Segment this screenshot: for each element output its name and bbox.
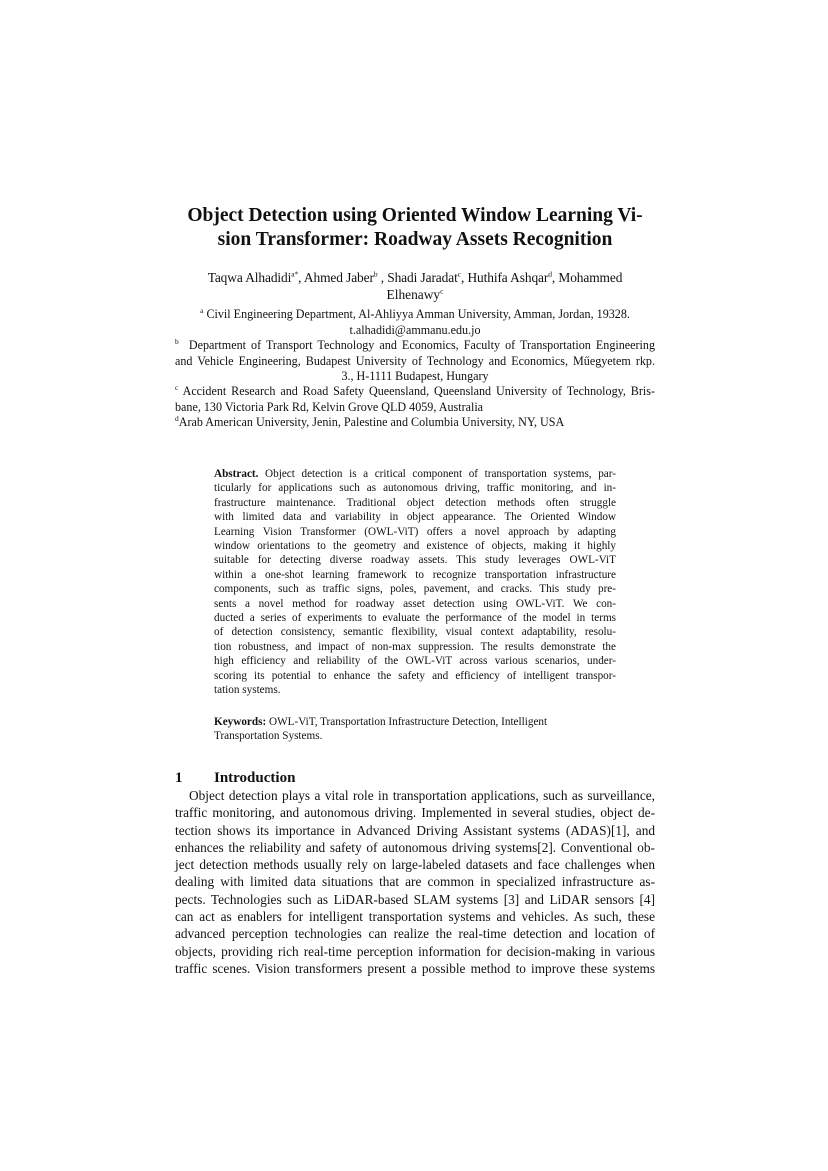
section-number: 1	[175, 770, 183, 786]
author-line	[175, 286, 655, 303]
abstract-line: tation systems.	[214, 684, 281, 697]
abstract-line: of detection consistency, semantic flexibility, visual context adaptability, resolu-	[214, 626, 616, 639]
body-line: enhances the reliability and safety of autonomous driving systems[2]. Conventional ob-	[175, 839, 655, 855]
author-name: , Shadi Jaradat	[377, 270, 458, 285]
affiliation-b	[175, 338, 655, 385]
affiliation-mark: a	[200, 305, 204, 315]
author-affiliation-mark: c	[440, 286, 444, 296]
author-name: Elhenawy	[386, 287, 441, 302]
author-affiliation-mark: c	[457, 269, 461, 279]
affiliation-line	[175, 338, 655, 354]
author-affiliation-mark: b	[373, 269, 378, 279]
title-line: Object Detection using Oriented Window Learning Vi-	[187, 205, 643, 226]
affiliation-text: Department of Transport Technology and Economics, Faculty of Transportation Engineering	[188, 338, 655, 352]
author-line	[175, 269, 655, 286]
affiliation-line: bane, 130 Victoria Park Rd, Kelvin Grove QLD 4059, Australia	[175, 399, 484, 414]
affiliation-mark: b	[175, 336, 179, 346]
affiliation-text: Accident Research and Road Safety Queensland, Queensland University of Technology, Bris-	[178, 384, 655, 398]
section-body	[175, 787, 655, 977]
author-list	[175, 269, 655, 303]
affiliation-text: Civil Engineering Department, Al-Ahliyya Amman University, Amman, Jordan, 19328.	[203, 307, 630, 321]
affiliation-text: Arab American University, Jenin, Palestine and Columbia University, NY, USA	[178, 415, 565, 429]
abstract-line: within a one-shot learning framework to recognize transportation infrastructure	[214, 568, 616, 581]
affiliation-line	[175, 384, 655, 400]
title-line: sion Transformer: Roadway Assets Recognition	[217, 228, 613, 250]
body-line: Object detection plays a vital role in transportation applications, such as surveillance,	[189, 788, 655, 803]
abstract-line: ducted a series of experiments to evaluate the performance of the model in terms	[214, 612, 616, 625]
body-line: traffic monitoring, and autonomous driving. Implemented in several studies, object de-	[175, 805, 655, 821]
keywords-line: Transportation Systems.	[214, 730, 323, 743]
body-line: advanced perception technologies can realize the real-time detection and location of	[175, 926, 655, 942]
abstract	[214, 467, 616, 698]
body-line: pects. Technologies such as LiDAR-based SLAM systems [3] and LiDAR sensors [4]	[175, 891, 655, 907]
body-line: traffic scenes. Vision transformers present a possible method to improve these systems	[175, 960, 655, 976]
section-heading	[175, 769, 295, 788]
body-line: ject detection methods usually rely on large-labeled datasets and face challenges when	[175, 857, 655, 873]
keywords-line	[214, 715, 616, 729]
affiliation-a	[175, 307, 655, 338]
keywords	[214, 715, 616, 744]
abstract-line: suitable for detecting diverse roadway assets. This study leverages OWL-ViT	[214, 554, 616, 567]
paper-title	[175, 204, 655, 251]
affiliation-mark: c	[175, 382, 179, 392]
author-email: t.alhadidi@ammanu.edu.jo	[349, 322, 481, 337]
abstract-line	[214, 467, 616, 481]
affiliation-line: and Vehicle Engineering, Budapest University of Technology and Economics, Műegyetem rkp.	[175, 353, 655, 368]
abstract-line: Learning Vision Transformer (OWL-ViT) offers a novel approach by adapting	[214, 525, 616, 538]
keywords-label: Keywords:	[214, 716, 267, 728]
abstract-line: with limited data and variability in object appearance. The Oriented Window	[214, 511, 616, 524]
abstract-line: components, such as traffic signs, poles, pavement, and cracks. This study pre-	[214, 583, 616, 596]
affiliation-line: 3., H-1111 Budapest, Hungary	[341, 369, 489, 384]
abstract-line: frastructure maintenance. Traditional object detection methods often struggle	[214, 496, 616, 509]
affiliation-c	[175, 384, 655, 415]
abstract-label: Abstract.	[214, 468, 259, 480]
abstract-line: high efficiency and reliability of the OWL-ViT across various scenarios, under-	[214, 655, 616, 668]
author-affiliation-mark: d	[548, 269, 552, 279]
keywords-text: OWL-ViT, Transportation Infrastructure Detection, Intelligent	[266, 716, 548, 728]
abstract-line: tion robustness, and impact of non-max suppression. The results demonstrate the	[214, 640, 616, 653]
author-name: , Ahmed Jaber	[298, 270, 374, 285]
abstract-line: window orientations to the geometry and existence of objects, making it highly	[214, 540, 616, 553]
body-line: dealing with limited data situations that are common in specialized infrastructure as-	[175, 874, 655, 890]
author-name: , Huthifa Ashqar	[460, 270, 549, 285]
abstract-line: sents a novel method for roadway asset detection using OWL-ViT. We con-	[214, 597, 616, 610]
affiliation-d	[175, 415, 655, 431]
author-affiliation-mark: a*	[291, 269, 299, 279]
body-line: tection shows its importance in Advanced Driving Assistant systems (ADAS)[1], and	[175, 822, 655, 838]
affiliation-line	[175, 307, 655, 323]
body-line: objects, providing rich real-time perception information for decision-making in various	[175, 943, 655, 959]
section-title: Introduction	[214, 770, 296, 786]
author-name: , Mohammed	[551, 270, 623, 285]
author-name: Taqwa Alhadidi	[207, 270, 292, 285]
affiliation-line	[175, 415, 655, 431]
abstract-line: scoring its potential to enhance the safety and efficiency of intelligent transpor-	[214, 669, 616, 682]
affiliation-mark: d	[175, 413, 179, 423]
body-line: can act as enablers for intelligent transportation systems and vehicles. As such, these	[175, 909, 655, 925]
abstract-line: ticularly for applications such as autonomous driving, traffic monitoring, and in-	[214, 482, 616, 495]
abstract-text: Object detection is a critical component of transportation systems, par-	[258, 468, 616, 480]
